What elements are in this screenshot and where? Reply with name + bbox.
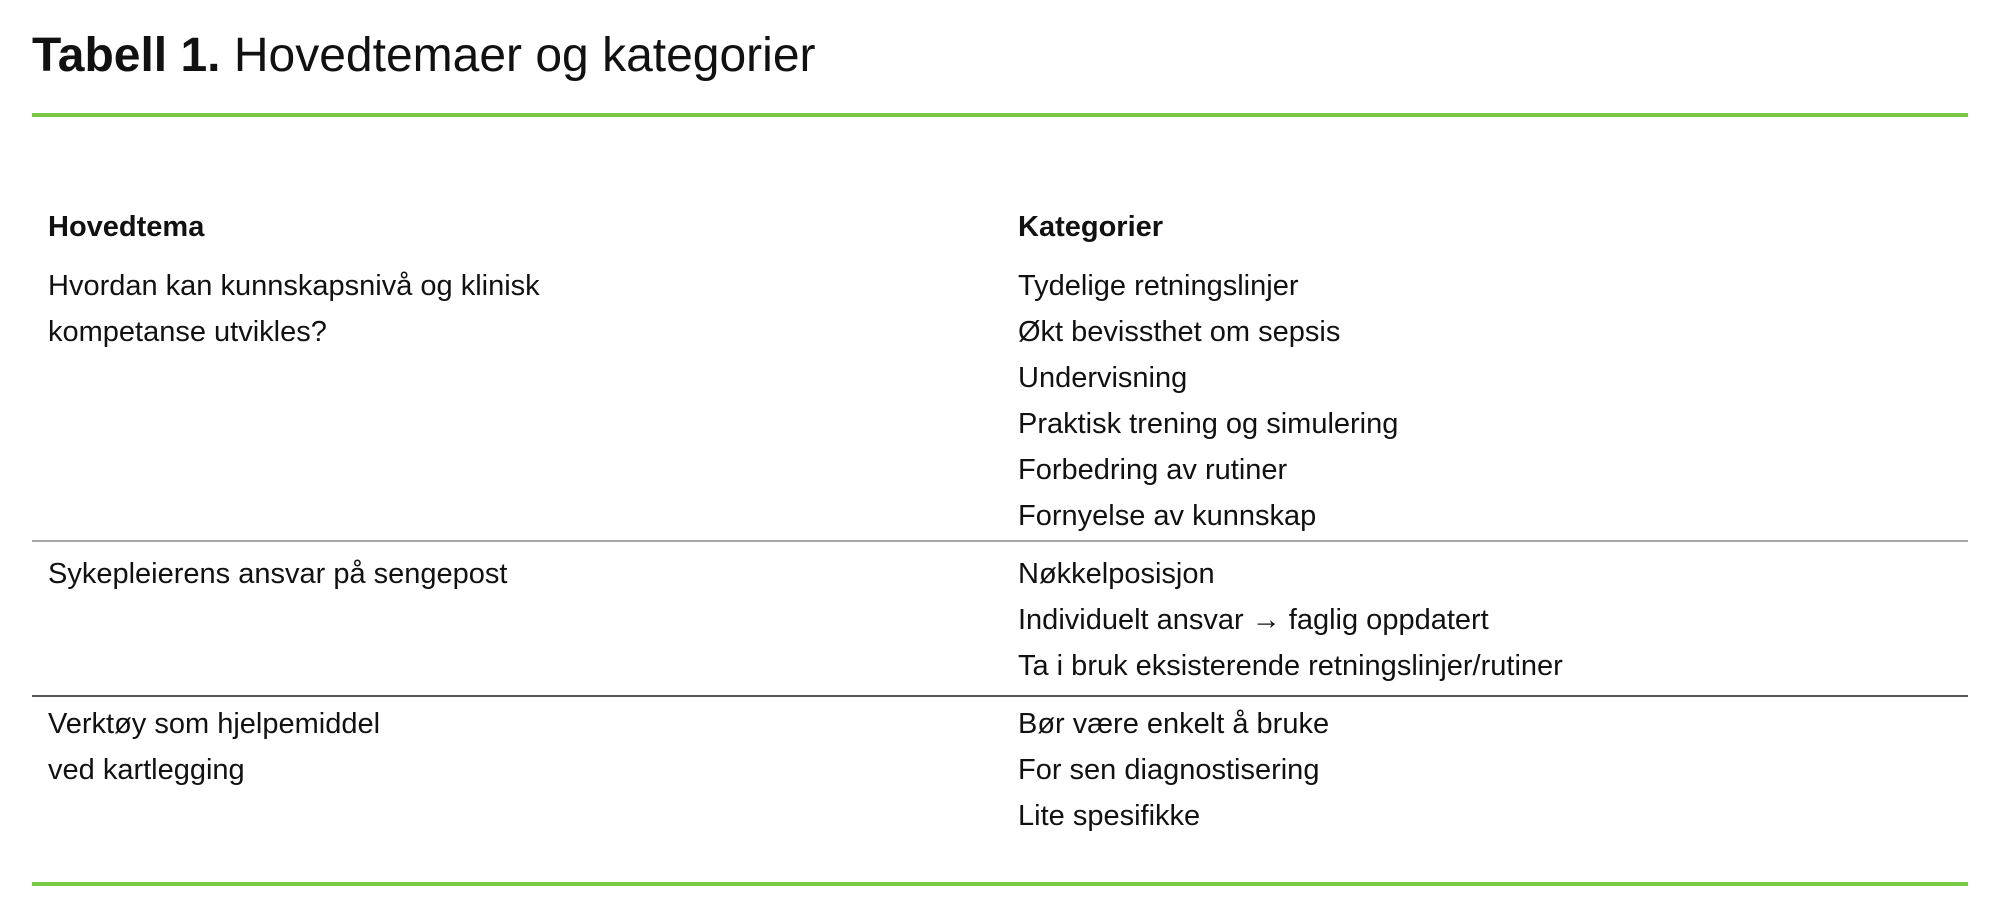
- category-item: Individuelt ansvar → faglig oppdatert: [1018, 604, 1489, 636]
- table-row-2-theme: [48, 551, 507, 597]
- row-divider: [32, 695, 1968, 697]
- top-rule: [32, 113, 1968, 117]
- table-label: Tabell 1.: [32, 29, 221, 82]
- header-hovedtema: Hovedtema: [48, 211, 205, 243]
- category-item: Forbedring av rutiner: [1018, 454, 1288, 486]
- header-kategorier: Kategorier: [1018, 211, 1164, 243]
- theme-line: Verktøy som hjelpemiddel: [48, 708, 381, 740]
- category-item: Fornyelse av kunnskap: [1018, 500, 1317, 532]
- table-caption: Hovedtemaer og kategorier: [233, 29, 816, 82]
- bottom-rule: [32, 882, 1968, 886]
- theme-line: ved kartlegging: [48, 754, 245, 786]
- table-row-1-theme: [48, 263, 540, 355]
- category-item: Nøkkelposisjon: [1018, 558, 1215, 590]
- category-item: Bør være enkelt å bruke: [1018, 708, 1330, 740]
- category-item: Lite spesifikke: [1018, 800, 1201, 832]
- category-item: Undervisning: [1018, 362, 1188, 394]
- theme-line: Sykepleierens ansvar på sengepost: [48, 558, 508, 590]
- table-row-1-categories: [1018, 263, 1398, 539]
- row-divider: [32, 540, 1968, 542]
- category-item: For sen diagnostisering: [1018, 754, 1320, 786]
- theme-line: kompetanse utvikles?: [48, 316, 327, 348]
- table-title: [32, 26, 816, 86]
- category-item: Økt bevissthet om sepsis: [1018, 316, 1341, 348]
- category-item: Tydelige retningslinjer: [1018, 270, 1299, 302]
- category-item: Praktisk trening og simulering: [1018, 408, 1399, 440]
- table-row-3-categories: [1018, 701, 1329, 839]
- table-row-3-theme: [48, 701, 380, 793]
- table-row-2-categories: [1018, 551, 1563, 689]
- theme-line: Hvordan kan kunnskapsnivå og klinisk: [48, 270, 540, 302]
- category-item: Ta i bruk eksisterende retningslinjer/rutiner: [1018, 650, 1563, 682]
